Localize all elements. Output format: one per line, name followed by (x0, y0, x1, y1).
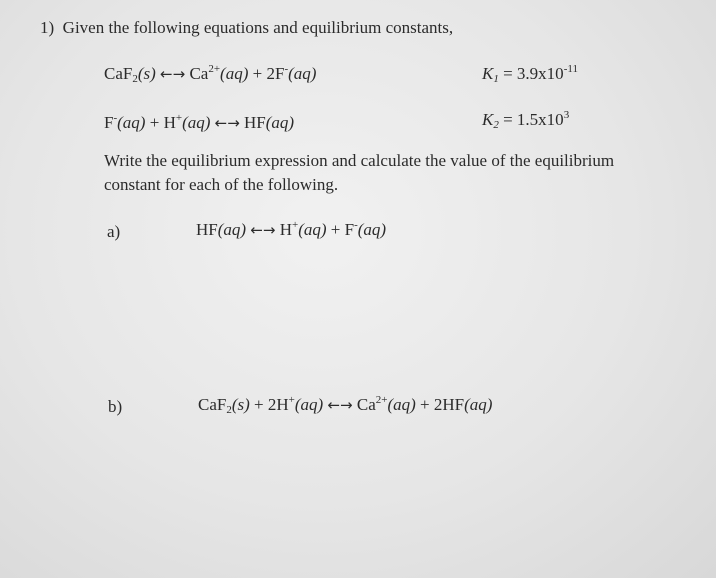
k2-value: = 1.5x10 (503, 110, 564, 129)
b-product1: Ca (356, 395, 376, 414)
b-product1-state: (aq) (387, 395, 416, 414)
b-reactant2: 2H (267, 395, 289, 414)
eq1-product1: Ca (189, 64, 209, 83)
eq1-product1-sup: 2+ (208, 63, 221, 75)
eq2-reactant2: H (163, 113, 176, 132)
part-b-label: b) (108, 397, 123, 416)
instruction-line-1: Write the equilibrium expression and calculate the value of the equilibrium (104, 151, 615, 170)
eq2-product: HF (244, 113, 266, 132)
eq2-reactant2-sup: + (175, 112, 183, 124)
question-number: 1) (40, 18, 55, 37)
eq2-reactant1-state: (aq) (117, 113, 146, 132)
k2-symbol: K (482, 110, 494, 129)
equilibrium-arrow-icon: ←→ (327, 396, 353, 414)
question-prompt: Given the following equations and equilibrium constants, (62, 18, 454, 37)
b-product2-state: (aq) (464, 395, 493, 414)
k1-sub: 1 (493, 73, 499, 85)
eq2-product-state: (aq) (265, 113, 295, 132)
eq1-product2: 2F (266, 64, 285, 83)
a-product2: F (344, 220, 355, 239)
a-reactant: HF (196, 220, 218, 239)
question-header (40, 18, 453, 38)
eq1-reactant: CaF (104, 64, 133, 83)
given-equation-2 (104, 113, 294, 133)
a-plus: + (330, 220, 341, 239)
eq2-plus: + (149, 113, 160, 132)
eq1-reactant-sub: 2 (132, 73, 138, 85)
given-equation-1 (104, 64, 316, 84)
b-product2: 2HF (433, 395, 465, 414)
eq1-product2-state: (aq) (288, 64, 317, 83)
equilibrium-constant-k2 (482, 110, 569, 130)
a-product1-sup: + (291, 219, 299, 231)
b-reactant1: CaF (198, 395, 227, 414)
k2-exponent: 3 (563, 109, 570, 121)
part-a-label: a) (107, 222, 121, 241)
eq2-reactant1-sup: - (113, 112, 118, 124)
k1-value: = 3.9x10 (503, 64, 564, 83)
equilibrium-arrow-icon: ←→ (214, 114, 240, 132)
a-reactant-state: (aq) (217, 220, 247, 239)
equilibrium-constant-k1 (482, 64, 578, 84)
equilibrium-arrow-icon: ←→ (160, 65, 186, 83)
eq1-reactant-state: (s) (137, 64, 156, 83)
part-b-equation (198, 395, 492, 415)
k1-exponent: -11 (563, 63, 578, 75)
eq1-product1-state: (aq) (220, 64, 249, 83)
a-product2-sup: - (354, 219, 358, 231)
eq1-product2-sup: - (284, 63, 289, 75)
eq2-reactant2-state: (aq) (182, 113, 211, 132)
eq1-plus: + (252, 64, 263, 83)
b-plus-1: + (254, 395, 264, 414)
b-product1-sup: 2+ (375, 394, 388, 406)
b-plus-2: + (420, 395, 430, 414)
k1-symbol: K (482, 64, 494, 83)
equilibrium-arrow-icon: ←→ (250, 221, 276, 239)
k2-sub: 2 (493, 119, 499, 131)
a-product1-state: (aq) (298, 220, 327, 239)
eq2-reactant1: F (104, 113, 114, 132)
part-a-equation (196, 220, 386, 240)
a-product2-state: (aq) (357, 220, 387, 239)
b-reactant2-state: (aq) (294, 395, 324, 414)
b-reactant1-state: (s) (231, 395, 250, 414)
instruction-line-2: constant for each of the following. (104, 175, 339, 194)
b-reactant2-sup: + (288, 394, 295, 406)
b-reactant1-sub: 2 (226, 404, 232, 416)
a-product1: H (279, 220, 292, 239)
